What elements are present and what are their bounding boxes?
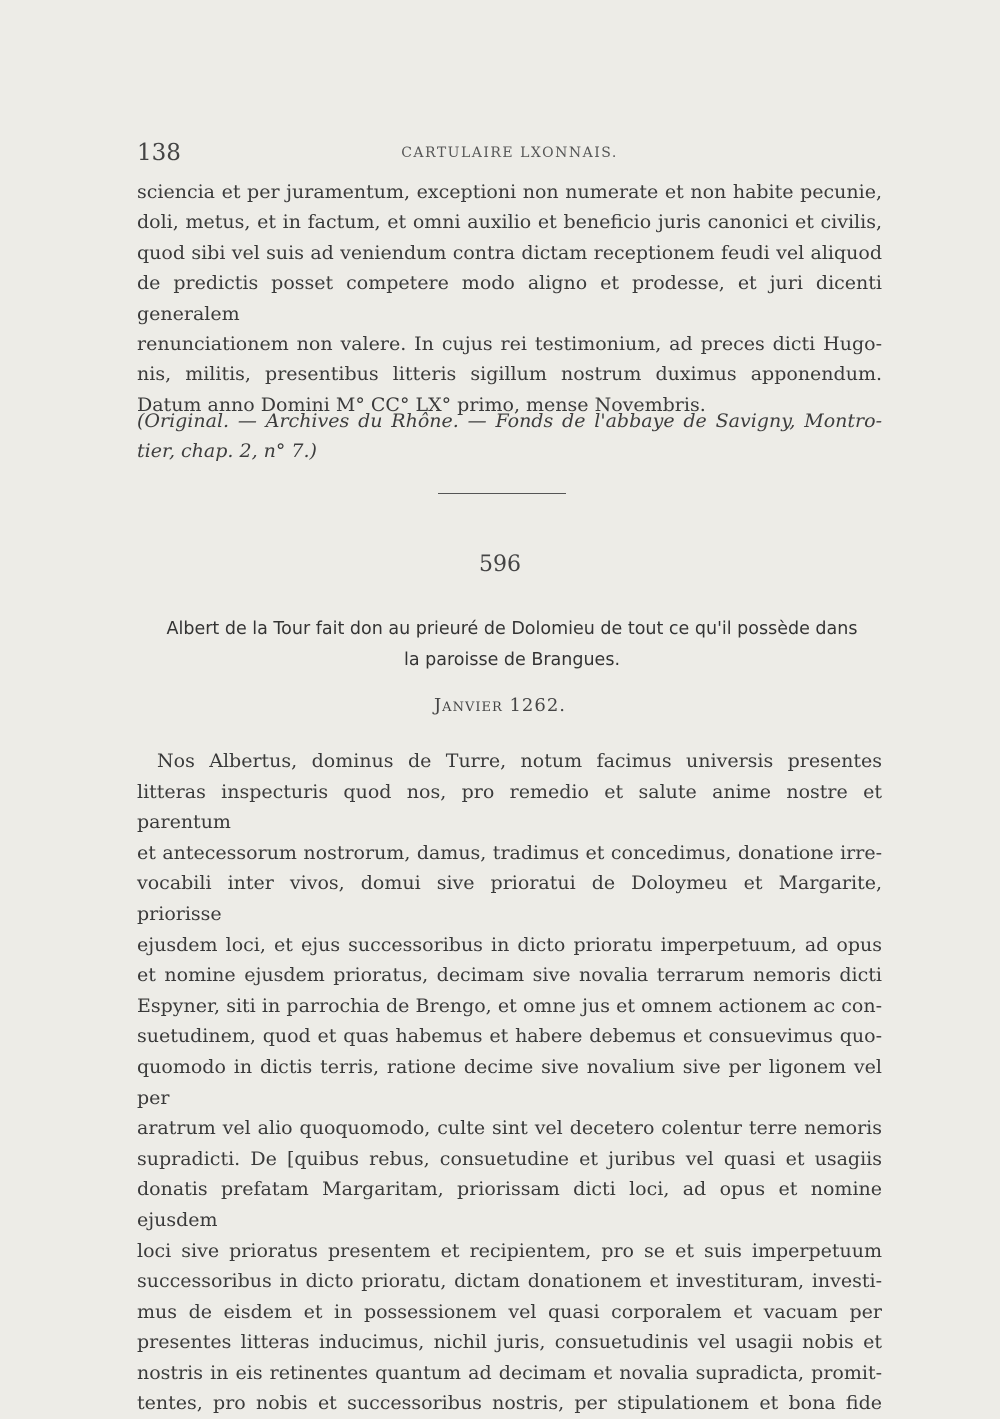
text-line: litteras inspecturis quod nos, pro remedio et salute anime nostre et parentum [137,780,882,834]
text-line: Datum anno Domini M° CC° LX° primo, mense Novembris. [137,393,706,416]
text-line: doli, metus, et in factum, et omni auxilio et beneficio juris canonici et civilis, [137,211,882,234]
section-divider [438,493,566,494]
text-line: nis, militis, presentibus litteris sigillum nostrum duximus apponendum. [137,363,882,386]
text-line: presentes litteras inducimus, nichil juris, consuetudinis vel usagii nobis et [137,1331,882,1354]
document-date [0,695,1000,716]
text-line: suetudinem, quod et quas habemus et habere debemus et consuevimus quo- [137,1025,882,1048]
summary-line: la paroisse de Brangues. [403,650,621,670]
text-line: quod sibi vel suis ad veniendum contra dictam receptionem feudi vel aliquod [137,241,882,264]
text-line: donatis prefatam Margaritam, priorissam dicti loci, ad opus et nomine ejusdem [137,1178,882,1231]
source-note [137,406,882,466]
text-line: nostris in eis retinentes quantum ad decimam et novalia supradicta, promit- [137,1361,882,1384]
text-line: Nos Albertus, dominus de Turre, notum facimus universis presentes [157,750,882,772]
source-line: (Original. — Archives du Rhône. — Fonds de l'abbaye de Savigny, Montro- [137,410,882,432]
text-line: mus de eisdem et in possessionem vel quasi corporalem et vacuam per [137,1300,882,1323]
text-line: supradicti. De [quibus rebus, consuetudine et juribus vel quasi et usagiis [137,1147,882,1170]
document-body [137,746,882,1419]
text-line: successoribus in dicto prioratu, dictam donationem et investituram, investi- [137,1270,882,1293]
running-title: CARTULAIRE LXONNAIS. [401,145,618,161]
text-line: ejusdem loci, et ejus successoribus in dicto prioratu imperpetuum, ad opus [137,933,882,956]
text-line: sciencia et per juramentum, exceptioni non numerate et non habite pecunie, [137,181,882,203]
text-line: Espyner, siti in parrochia de Brengo, et omne jus et omnem actionem ac con- [137,994,882,1017]
text-line: de predictis posset competere modo aligno et prodesse, et juri dicenti generalem [137,272,882,325]
page-header [137,140,882,170]
date-text: Janvier 1262. [433,695,567,716]
text-line: tentes, pro nobis et successoribus nostris, per stipulationem et bona fide [137,1392,882,1415]
text-line: quomodo in dictis terris, ratione decime sive novalium sive per ligonem vel per [137,1055,882,1109]
summary-line: Albert de la Tour fait don au prieuré de Dolomieu de tout ce qu'il possède dans [166,619,858,639]
document-summary [137,614,887,676]
continuation-paragraph [137,177,882,420]
text-line: vocabili inter vivos, domui sive prioratui de Doloymeu et Margarite, priorisse [137,872,882,925]
document-number: 596 [479,552,521,577]
page-number: 138 [137,140,181,166]
source-line: tier, chap. 2, n° 7.) [137,440,317,462]
text-line: et nomine ejusdem prioratus, decimam sive novalia terrarum nemoris dicti [137,964,882,987]
text-line: loci sive prioratus presentem et recipientem, pro se et suis imperpetuum [137,1239,882,1262]
text-line: renunciationem non valere. In cujus rei testimonium, ad preces dicti Hugo- [137,333,882,356]
text-line: aratrum vel alio quoquomodo, culte sint vel decetero colentur terre nemoris [137,1117,882,1140]
text-line: et antecessorum nostrorum, damus, tradimus et concedimus, donatione irre- [137,841,882,864]
